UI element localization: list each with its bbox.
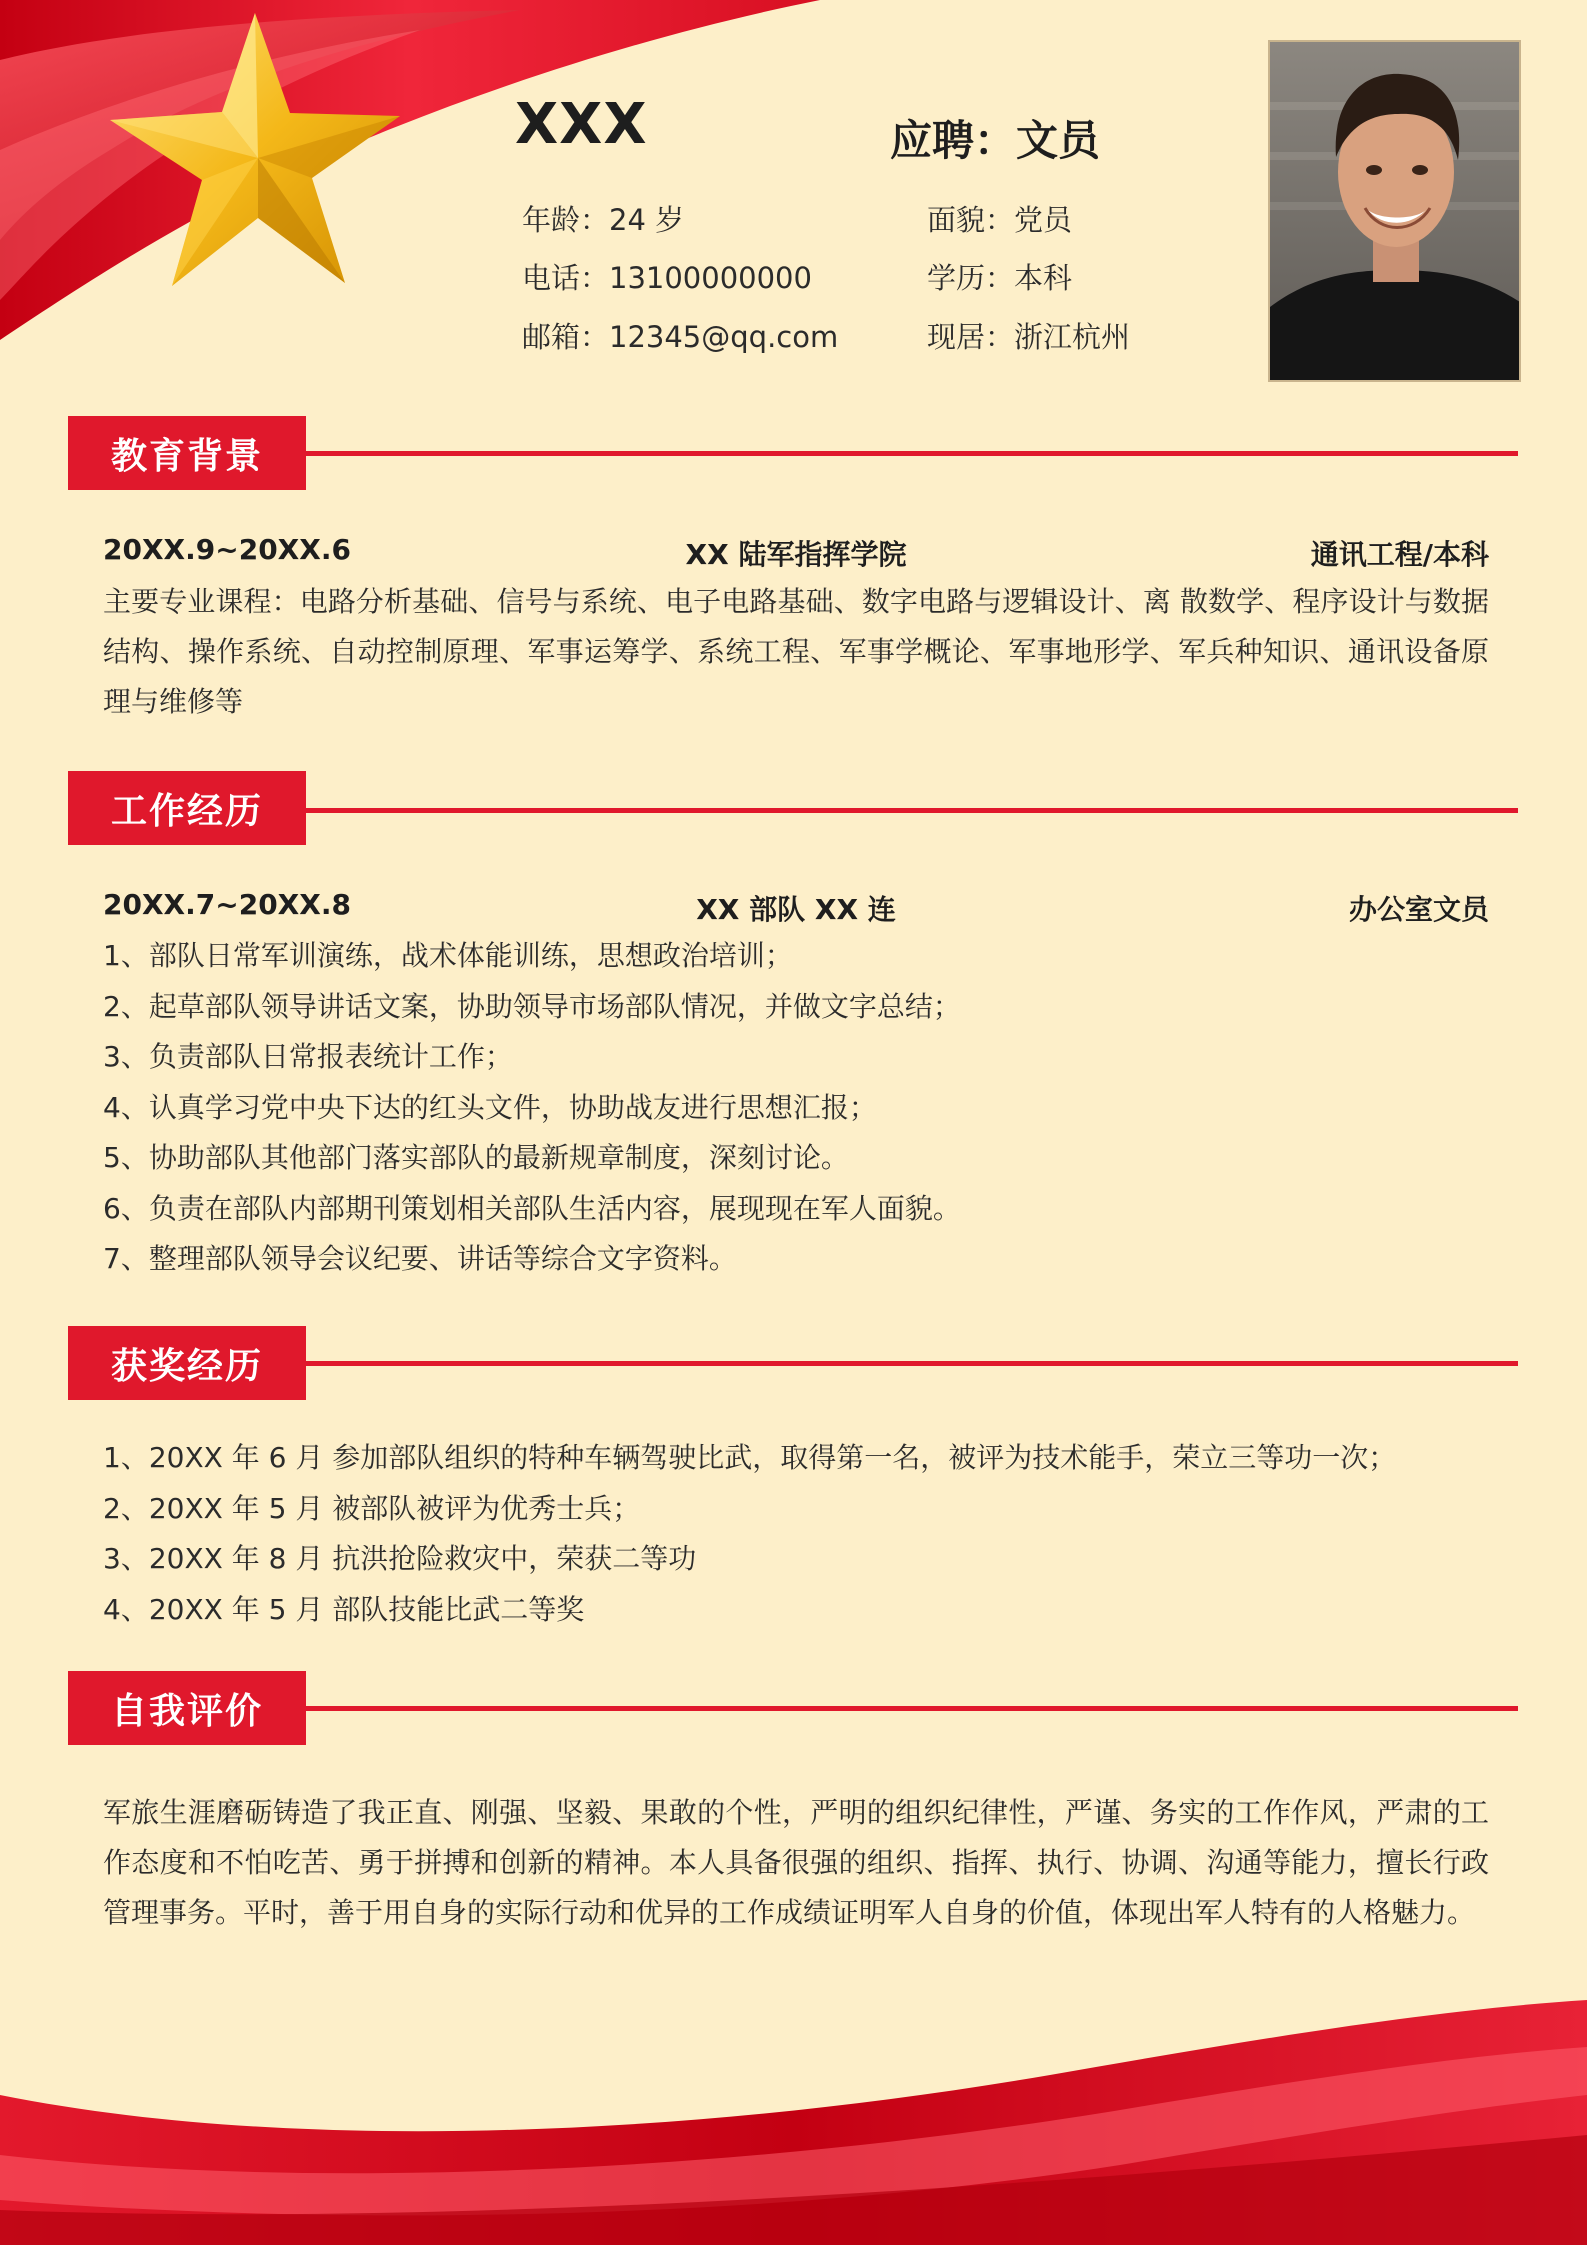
work-period: 20XX.7~20XX.8	[103, 888, 351, 921]
list-item: 6、负责在部队内部期刊策划相关部队生活内容，展现现在军人面貌。	[103, 1191, 961, 1225]
education-courses: 主要专业课程：电路分析基础、信号与系统、电子电路基础、数字电路与逻辑设计、离 散数学、程序设计与数据结构、操作系统、自动控制原理、军事运筹学、系统工程、军事学概论、军事地形学、军兵种知识、通讯设备原理与维修等	[103, 585, 1489, 718]
education-major: 通讯工程/本科	[1310, 538, 1489, 571]
age-info: 年龄：24 岁	[522, 203, 685, 237]
list-item: 7、整理部队领导会议纪要、讲话等综合文字资料。	[103, 1242, 737, 1275]
work-duties-list	[103, 931, 1503, 1285]
candidate-name: XXX	[515, 92, 648, 157]
education-divider	[306, 451, 1518, 456]
education-school: XX 陆军指挥学院	[685, 538, 907, 571]
work-position: 办公室文员	[1348, 893, 1489, 926]
work-unit: XX 部队 XX 连	[696, 893, 896, 926]
education-period: 20XX.9~20XX.6	[103, 533, 351, 566]
work-section-title: 工作经历	[68, 771, 306, 845]
gold-star-icon	[100, 8, 420, 308]
email-info: 邮箱：12345@qq.com	[522, 320, 839, 354]
residence-info: 现居：浙江杭州	[927, 320, 1131, 354]
self-section-title: 自我评价	[68, 1671, 306, 1745]
list-item: 3、20XX 年 8 月 抗洪抢险救灾中，荣获二等功	[103, 1542, 697, 1575]
profile-photo	[1268, 40, 1521, 382]
list-item: 1、部队日常军训演练，战术体能训练，思想政治培训；	[103, 939, 793, 972]
portrait-icon	[1270, 42, 1521, 382]
phone-info: 电话：13100000000	[522, 261, 812, 295]
list-item: 2、起草部队领导讲话文案，协助领导市场部队情况，并做文字总结；	[103, 989, 961, 1023]
awards-divider	[306, 1361, 1518, 1366]
list-item: 1、20XX 年 6 月 参加部队组织的特种车辆驾驶比武，取得第一名，被评为技术能手，荣立三等功一次；	[103, 1441, 1397, 1474]
political-status-info: 面貌：党员	[927, 203, 1073, 237]
awards-section-title: 获奖经历	[68, 1326, 306, 1400]
list-item: 5、协助部队其他部门落实部队的最新规章制度，深刻讨论。	[103, 1141, 849, 1174]
list-item: 4、20XX 年 5 月 部队技能比武二等奖	[103, 1592, 585, 1626]
list-item: 3、负责部队日常报表统计工作；	[103, 1040, 513, 1073]
education-row	[103, 533, 1489, 573]
list-item: 4、认真学习党中央下达的红头文件，协助战友进行思想汇报；	[103, 1090, 877, 1124]
awards-list	[103, 1433, 1503, 1635]
work-divider	[306, 808, 1518, 813]
self-divider	[306, 1706, 1518, 1711]
list-item: 2、20XX 年 5 月 被部队被评为优秀士兵；	[103, 1491, 641, 1525]
applied-position: 应聘：文员	[890, 116, 1101, 165]
education-level-info: 学历：本科	[927, 261, 1073, 295]
education-section-title: 教育背景	[68, 416, 306, 490]
self-evaluation-text: 军旅生涯磨砺铸造了我正直、刚强、坚毅、果敢的个性，严明的组织纪律性，严谨、务实的工作作风，严肃的工作态度和不怕吃苦、勇于拼搏和创新的精神。本人具备很强的组织、指挥、执行、协调、沟通等能力，擅长行政管理事务。平时，善于用自身的实际行动和优异的工作成绩证明军人自身的价值，体现出军人特有的人格魅力。	[103, 1796, 1489, 1929]
red-ribbon-bottom-decoration	[0, 1985, 1587, 2245]
work-row	[103, 888, 1489, 928]
